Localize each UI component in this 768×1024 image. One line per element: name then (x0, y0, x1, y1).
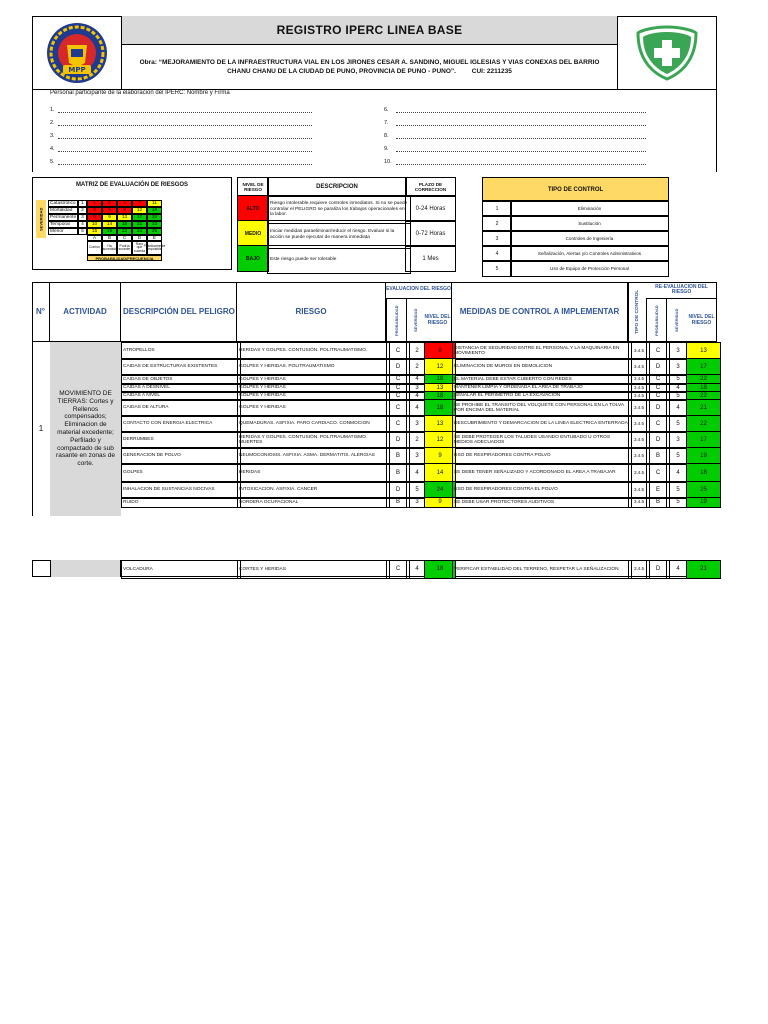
safety-logo (632, 23, 702, 83)
col-header-nivel: NIVEL DEL RIESGO (424, 299, 452, 342)
col-header-probabilidad: PROBABILIDAD (386, 299, 406, 342)
signature-line[interactable] (50, 126, 312, 139)
table-row (121, 463, 717, 481)
risk-level-badge: BAJO (237, 245, 269, 272)
tipo-control-cell: 3.4.5 (628, 374, 650, 385)
tipo-control-cell: 3.4.5 (628, 497, 650, 508)
table-row (121, 399, 717, 415)
riesgo-cell: HERIDAS (237, 463, 390, 483)
nivel-head: NIVEL DE RIESGO (237, 177, 269, 197)
re-probabilidad-cell: C (646, 342, 670, 360)
peligro-cell: GENERACION DE POLVO (121, 447, 241, 465)
matrix-cell: 5 (102, 207, 117, 214)
probabilidad-cell: C (386, 391, 410, 401)
risk-level-deadline: 1 Mes (405, 245, 456, 272)
medida-cell: SEÑALAR EL PERIMETRO DE LA EXCAVACION (452, 391, 632, 401)
signature-line[interactable] (50, 100, 312, 113)
riesgo-cell: GOLPES Y HERIDAS (237, 374, 390, 385)
probability-letter: C (117, 235, 132, 241)
risk-level-deadline: 0-24 Horas (405, 195, 456, 222)
tipo-control-cell: 3.4.5 (628, 358, 650, 376)
plazo-head: PLAZO DE CORRECCION (405, 177, 456, 197)
severidad-cell: 3 (406, 415, 428, 433)
re-nivel-cell: 18 (686, 463, 721, 483)
severity-row-label: Menor (48, 228, 78, 235)
peligro-cell: DERRUMBES (121, 431, 241, 449)
re-nivel-cell: 21 (686, 560, 721, 579)
probability-letter: D (132, 235, 147, 241)
re-nivel-cell: 21 (686, 399, 721, 417)
col-header-riesgo: RIESGO (237, 282, 386, 342)
matrix-cell: 2 (102, 200, 117, 207)
re-probabilidad-cell: D (646, 358, 670, 376)
col-header-num: N° (32, 282, 50, 342)
riesgo-cell: SORDERA OCUPACIONAL (237, 497, 390, 508)
activity-cell: MOVIMIENTO DE TIERRAS: Cortes y Rellenos compensados; Eliminacion de material excedente; Perfilado y compactado de sub rasante en zonas de corte. (50, 342, 121, 516)
peligro-cell: CAIDAS DE OBJETOS (121, 374, 241, 385)
re-severidad-cell: 4 (666, 383, 690, 393)
risk-level-badge: ALTO (237, 195, 269, 222)
page-title: REGISTRO IPERC LINEA BASE (122, 16, 617, 45)
matrix-cell: 19 (102, 228, 117, 235)
table-row (121, 431, 717, 447)
medida-cell: SE DEBE USAR PROTECTORES AUDITIVOS (452, 497, 632, 508)
tipo-control-cell: 3.4.5 (628, 447, 650, 465)
peligro-cell: CAIDAS DE ESTRUCTURAS EXISTENTES (121, 358, 241, 376)
probabilidad-cell: C (386, 415, 410, 433)
col-header-descripcion: DESCRIPCIÓN DEL PELIGRO (121, 282, 237, 342)
re-severidad-cell: 4 (666, 560, 690, 579)
matrix-cell: 24 (132, 228, 147, 235)
matrix-cell: 22 (117, 228, 132, 235)
re-probabilidad-cell: C (646, 391, 670, 401)
riesgo-cell: GOLPES Y HERIDAS. POLITRAUMATISMO (237, 358, 390, 376)
matrix-cell: 23 (147, 221, 162, 228)
riesgo-cell: HERIDAS Y GOLPES. CONTUSIÓN. POLITRAUMATISMO. MUERTES (237, 431, 390, 449)
line-number: 9. (384, 146, 389, 152)
re-probabilidad-cell: D (646, 560, 670, 579)
line-number: 6. (384, 107, 389, 113)
re-nivel-cell: 18 (686, 383, 721, 393)
probabilidad-cell: D (386, 358, 410, 376)
peligro-cell: RUIDO (121, 497, 241, 508)
extra-row-activity (50, 560, 121, 577)
matrix-cell: 25 (147, 228, 162, 235)
table-row (121, 383, 717, 391)
risk-matrix-title: MATRIZ DE EVALUACIÓN DE RIESGOS (75, 182, 189, 188)
re-nivel-cell: 13 (686, 342, 721, 360)
control-type-number: 3 (482, 230, 512, 247)
control-type-number: 2 (482, 215, 512, 232)
tipo-control-cell: 3.4.5 (628, 391, 650, 401)
medida-cell: ELIMINACION DE MUROS EN DEMOLICION (452, 358, 632, 376)
severidad-cell: 3 (406, 447, 428, 465)
severidad-cell: 2 (406, 358, 428, 376)
probabilidad-cell: C (386, 399, 410, 417)
re-probabilidad-cell: D (646, 431, 670, 449)
probabilidad-cell: C (386, 560, 410, 579)
probability-letter: A (87, 235, 102, 241)
re-probabilidad-cell: C (646, 374, 670, 385)
col-header-reevaluacion: RE-EVALUACION DEL RIESGO (646, 282, 717, 299)
re-severidad-cell: 5 (666, 447, 690, 465)
matrix-cell: 8 (117, 207, 132, 214)
signature-line[interactable] (384, 100, 646, 113)
re-severidad-cell: 3 (666, 358, 690, 376)
medida-cell: EL MATERIAL DEBE ESTAR CUBIERTO CON REDES (452, 374, 632, 385)
line-number: 3. (50, 133, 55, 139)
probability-footer: PROBABILIDAD/FRECUENCIA (87, 255, 162, 261)
matrix-cell: 14 (102, 221, 117, 228)
medida-cell: SE PROHIBE EL TRANSITO DEL VOLQUETE CON PERSONAL EN LA TOLVA POR ENCIMA DEL MATERIAL (452, 399, 632, 417)
table-row (121, 374, 717, 383)
matrix-cell: 1 (87, 200, 102, 207)
severidad-cell: 2 (406, 342, 428, 360)
personal-right-lines (384, 100, 646, 164)
re-nivel-cell: 25 (686, 481, 721, 499)
matrix-cell: 21 (132, 221, 147, 228)
nivel-cell: 14 (424, 463, 456, 483)
severity-row-label: Permanente (50, 215, 77, 220)
line-number: 5. (50, 159, 55, 165)
logo-right-box (617, 16, 717, 90)
cui-code: CUI: 2211235 (471, 67, 512, 75)
severity-row-number: 5 (78, 228, 87, 235)
re-severidad-cell: 5 (666, 481, 690, 499)
nivel-cell: 18 (424, 560, 456, 579)
probabilidad-cell: B (386, 497, 410, 508)
line-number: 10. (384, 159, 392, 165)
severidad-cell: 4 (406, 391, 428, 401)
matrix-cell: 18 (117, 221, 132, 228)
severity-axis-label: SEVERIDAD (36, 200, 46, 238)
signature-line[interactable] (384, 113, 646, 126)
col-header-re-nivel: NIVEL DEL RIESGO (688, 314, 715, 326)
severity-row-number: 2 (78, 207, 87, 214)
matrix-cell: 16 (147, 207, 162, 214)
re-nivel-cell: 22 (686, 415, 721, 433)
re-nivel-cell: 19 (686, 447, 721, 465)
col-header-severidad: SEVERIDAD (406, 299, 424, 342)
matrix-cell: 17 (132, 214, 147, 221)
probability-letter: B (102, 235, 117, 241)
matrix-cell: 20 (147, 214, 162, 221)
matrix-cell: 10 (87, 221, 102, 228)
medida-cell: SE DEBE PROTEGER LOS TALUDES USANDO ENTUBADO U OTROS MEDIOS ADECUADOS (452, 431, 632, 449)
extra-risk-row (121, 560, 717, 577)
severity-row-label: Mortalidad (48, 207, 78, 214)
probabilidad-cell: D (386, 481, 410, 499)
re-probabilidad-cell: E (646, 481, 670, 499)
nivel-cell: 24 (424, 481, 456, 499)
control-type-number: 5 (482, 260, 512, 277)
severity-row-label: Catastrófico (48, 200, 78, 207)
riesgo-cell: NEUMOCONIOSIS. ASFIXIA. ASMA. DERMATITIS. ALERGIAS (237, 447, 390, 465)
re-nivel-cell: 22 (686, 391, 721, 401)
severity-row-number: 3 (78, 214, 87, 221)
probability-letter: E (147, 235, 162, 241)
severidad-cell: 3 (406, 497, 428, 508)
probability-label: Podría suceder (117, 241, 132, 255)
peligro-cell: CONTACTO CON ENERGIA ELECTRICA (121, 415, 241, 433)
nivel-cell: 12 (424, 358, 456, 376)
re-probabilidad-cell: B (646, 497, 670, 508)
control-type-label: Uso de Equipo de Protección Personal (510, 260, 669, 277)
table-row (121, 391, 717, 399)
re-severidad-cell: 3 (666, 342, 690, 360)
re-severidad-cell: 5 (666, 497, 690, 508)
matrix-cell: 13 (117, 214, 132, 221)
severidad-cell: 4 (406, 374, 428, 385)
table-row (121, 342, 717, 358)
signature-line[interactable] (50, 139, 312, 152)
control-type-label: Señalización, Alertas y/o Controles Administrativos (510, 245, 669, 262)
probability-label: Común (87, 241, 102, 255)
probabilidad-cell: C (386, 374, 410, 385)
control-type-title: TIPO DE CONTROL (482, 177, 669, 202)
peligro-cell: CAIDAS A NIVEL (121, 391, 241, 401)
signature-line[interactable] (50, 113, 312, 126)
risk-level-table (237, 177, 454, 270)
nivel-cell: 9 (424, 447, 456, 465)
tipo-control-cell: 3.4.5 (628, 560, 650, 579)
risk-rows (121, 342, 717, 516)
personal-left-lines (50, 100, 312, 164)
re-nivel-cell: 22 (686, 374, 721, 385)
medida-cell: VERIFICAR ESTABILIDAD DEL TERRENO, RESPETAR LA SEÑALIZACION (452, 560, 632, 579)
probabilidad-cell: B (386, 447, 410, 465)
severidad-cell: 4 (406, 560, 428, 579)
logo-left-box (32, 16, 122, 90)
obra-text: “MEJORAMIENTO DE LA INFRAESTRUCTURA VIAL EN LOS JIRONES CESAR A. SANDINO, MIGUEL IGLESIAS Y VIAS CONEXAS DEL BARRIO CHANU CHANU DE LA CIUDAD DE PUNO, PROVINCIA DE PUNO - PUNO”. (158, 59, 600, 75)
tipo-control-cell: 3.4.5 (628, 463, 650, 483)
col-header-medidas: MEDIDAS DE CONTROL A IMPLEMENTAR (452, 282, 628, 342)
nivel-cell: 8 (424, 342, 456, 360)
peligro-cell: GOLPES (121, 463, 241, 483)
re-probabilidad-cell: C (646, 463, 670, 483)
severity-row-label: Temporal (48, 221, 78, 228)
col-header-actividad: ACTIVIDAD (50, 282, 121, 342)
peligro-cell: INHALACION DE SUSTANCIAS NOCIVAS (121, 481, 241, 499)
medida-cell: USO DE RESPIRADORES CONTRA POLVO (452, 447, 632, 465)
line-number: 8. (384, 133, 389, 139)
logo-left-text: MPP (68, 66, 86, 74)
tipo-control-cell: 3.4.5 (628, 399, 650, 417)
nivel-cell: 13 (424, 415, 456, 433)
re-nivel-cell: 17 (686, 358, 721, 376)
line-number: 2. (50, 120, 55, 126)
probability-label: Raro que suceda (132, 241, 147, 255)
medida-cell: MANTENER LIMPIA Y ORDENADA EL AREA DE TRABAJO (452, 383, 632, 393)
line-number: 1. (50, 107, 55, 113)
peligro-cell: CAIDAS DE ALTURA (121, 399, 241, 417)
line-number: 7. (384, 120, 389, 126)
medida-cell: DESCUBRIMIENTO Y DEMARCACION DE LA LINEA ELECTRICA ENTERRADA (452, 415, 632, 433)
personal-label: Personal participante de la elaboracion del IPERC: Nombre y Firma (50, 90, 230, 96)
nivel-cell: 13 (424, 383, 456, 393)
probability-label: Prácticamente imposible (147, 241, 162, 255)
riesgo-cell: INTOXICACION. ASFIXIA. CANCER (237, 481, 390, 499)
risk-level-deadline: 0-72 Horas (405, 220, 456, 247)
matrix-cell: 12 (132, 207, 147, 214)
signature-line[interactable] (50, 152, 312, 165)
col-header-re-severidad: SEVERIDAD (666, 299, 686, 342)
control-type-table (482, 177, 667, 274)
re-severidad-cell: 4 (666, 399, 690, 417)
re-nivel-cell: 17 (686, 431, 721, 449)
control-type-number: 1 (482, 200, 512, 217)
signature-line[interactable] (384, 152, 646, 165)
risk-level-description: Riesgo intolerable,requiere controles inmediatos. Si no se puede controlar el PELIGRO se paraliza los trabajos operacionales en la labor. (267, 195, 411, 224)
severity-row-number: 4 (78, 221, 87, 228)
riesgo-cell: GOLPES Y HERIDAS (237, 399, 390, 417)
probability-label: Ha sucedido (102, 241, 117, 255)
obra-description (122, 45, 617, 90)
medida-cell: DISTANCIA DE SEGURIDAD ENTRE EL PERSONAL Y LA MAQUINARIA EN MOVIMIENTO (452, 342, 632, 360)
col-header-evaluacion: EVALUACION DEL RIESGO (386, 282, 452, 299)
probabilidad-cell: B (386, 463, 410, 483)
peligro-cell: VOLCADURA (121, 560, 241, 579)
probabilidad-cell: C (386, 342, 410, 360)
col-header-tipo-control: TIPO DE CONTROL (628, 282, 646, 342)
signature-line[interactable] (384, 126, 646, 139)
nivel-cell: 18 (424, 374, 456, 385)
matrix-cell: 9 (102, 214, 117, 221)
nivel-cell: 9 (424, 497, 456, 508)
risk-level-description: Este riesgo puede ser tolerable (267, 245, 411, 274)
medida-cell: SE DEBE TENER SEÑALIZADO Y ACORDONADO EL AREA A TRABAJAR (452, 463, 632, 483)
probabilidad-cell: D (386, 431, 410, 449)
matrix-cell: 11 (147, 200, 162, 207)
matrix-cell: 15 (87, 228, 102, 235)
severidad-cell: 5 (406, 481, 428, 499)
re-probabilidad-cell: C (646, 383, 670, 393)
signature-line[interactable] (384, 139, 646, 152)
tipo-control-cell: 3.4.5 (628, 415, 650, 433)
medida-cell: USO DE RESPIRADORES CONTRA EL POLVO (452, 481, 632, 499)
control-type-label: Eliminación (510, 200, 669, 217)
severidad-cell: 2 (406, 431, 428, 449)
table-row (121, 497, 717, 506)
control-type-label: Sustitución (510, 215, 669, 232)
tipo-control-cell: 3.4.5 (628, 383, 650, 393)
table-row (121, 447, 717, 463)
tipo-control-cell: 3.4.5 (628, 431, 650, 449)
line-number: 4. (50, 146, 55, 152)
nivel-cell: 18 (424, 399, 456, 417)
table-row (121, 481, 717, 497)
re-probabilidad-cell: B (646, 447, 670, 465)
matrix-cell: 6 (87, 214, 102, 221)
re-severidad-cell: 5 (666, 391, 690, 401)
matrix-cell: 3 (87, 207, 102, 214)
re-severidad-cell: 5 (666, 415, 690, 433)
risk-matrix-grid (48, 200, 208, 270)
obra-label: Obra: (139, 59, 157, 67)
peligro-cell: CAIDAS A DESNIVEL (121, 383, 241, 393)
risk-level-description: Iniciar medidas paraeliminar/reducir el riesgo. Evaluar si la acción se puede ejecutar de manera inmediata (267, 220, 411, 249)
tipo-control-cell: 3.4.5 (628, 481, 650, 499)
nivel-cell: 18 (424, 391, 456, 401)
re-probabilidad-cell: C (646, 415, 670, 433)
riesgo-cell: GOLPES Y HERIDAS (237, 383, 390, 393)
re-severidad-cell: 3 (666, 431, 690, 449)
riesgo-cell: HERIDAS Y GOLPES. CONTUSIÓN. POLITRAUMATISMO. (237, 342, 390, 360)
severidad-cell: 3 (406, 383, 428, 393)
tipo-control-cell: 3.4.5 (628, 342, 650, 360)
col-header-re-probabilidad: PROBABILIDAD (646, 299, 666, 342)
severity-row-number: 1 (78, 200, 87, 207)
severidad-cell: 4 (406, 399, 428, 417)
control-type-number: 4 (482, 245, 512, 262)
control-type-label: Controles de Ingeniería (510, 230, 669, 247)
re-severidad-cell: 5 (666, 374, 690, 385)
riesgo-cell: GOLPES Y HERIDAS (237, 391, 390, 401)
row-number: 1 (38, 424, 44, 434)
matrix-cell: 7 (132, 200, 147, 207)
nivel-cell: 12 (424, 431, 456, 449)
riesgo-cell: CORTES Y HERIDAS (237, 560, 390, 579)
descripcion-head: DESCRIPCION (267, 177, 407, 197)
table-row (121, 415, 717, 431)
matrix-cell: 4 (117, 200, 132, 207)
municipality-logo (45, 21, 109, 85)
risk-level-badge: MEDIO (237, 220, 269, 247)
re-probabilidad-cell: D (646, 399, 670, 417)
re-nivel-cell: 19 (686, 497, 721, 508)
re-severidad-cell: 4 (666, 463, 690, 483)
table-row (121, 358, 717, 374)
riesgo-cell: QUEMADURAS. ASFIXIA. PARO CARDIACO. CONMOCION (237, 415, 390, 433)
severidad-cell: 4 (406, 463, 428, 483)
peligro-cell: ATROPELLOS (121, 342, 241, 360)
probabilidad-cell: C (386, 383, 410, 393)
table-row (121, 560, 717, 577)
